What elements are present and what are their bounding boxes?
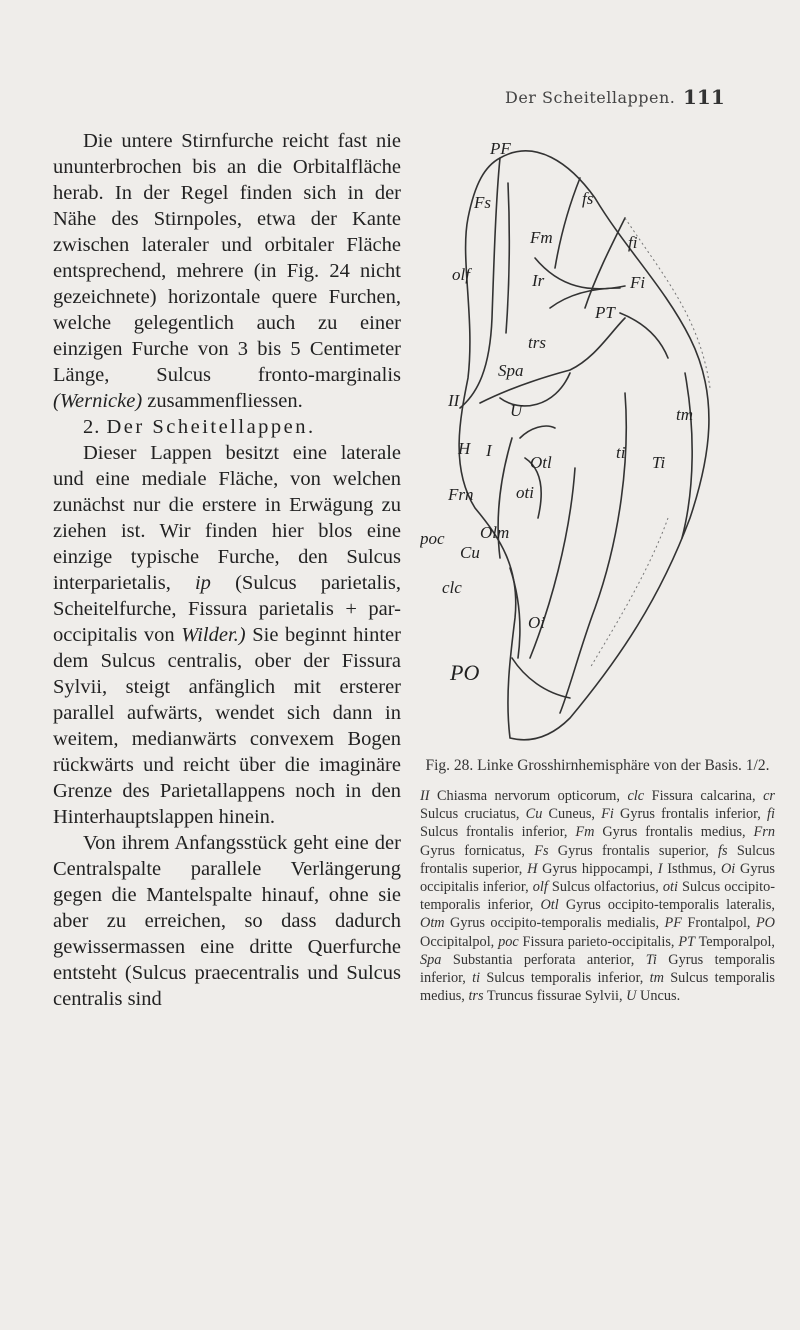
- label-olf: olf: [452, 265, 470, 284]
- paragraph-1-text: Die untere Stirnfurche reicht fast nie ununterbrochen bis an die Orbitalfläche herab. In der Regel finden sich in der Nähe des Stirnpoles, etwa der Kante zwischen lateraler und orbitaler Fläche entsprechend, mehrere (in Fig. 24 nicht gezeichnete) horizontale quere Furchen, welche gelegentlich auch zu einer einzigen Furche von 3 bis 5 Centimeter Länge, Sulcus fronto-marginalis: [53, 130, 401, 386]
- legend-abbr: PO: [755, 915, 775, 932]
- running-title: Der Scheitellappen.: [505, 88, 676, 107]
- label-Cu: Cu: [460, 543, 480, 562]
- legend-abbr: trs: [468, 988, 484, 1005]
- label-Frn: Frn: [448, 485, 474, 504]
- caption-title: Fig. 28. Linke Grosshirnhemisphäre von der Basis. 1/2.: [425, 757, 770, 774]
- label-H: H: [458, 439, 471, 458]
- legend-text: Substantia perforata anterior,: [441, 951, 646, 968]
- label-PT: PT: [595, 303, 615, 322]
- legend-text: Gyrus temporalis inferior,: [420, 951, 775, 987]
- figure-caption: [420, 757, 775, 1005]
- legend-abbr: ti: [472, 970, 481, 987]
- legend-abbr: I: [657, 860, 663, 877]
- legend-abbr: olf: [532, 879, 548, 896]
- label-Ti: Ti: [652, 453, 666, 472]
- paragraph-2-c: Sie beginnt hinter dem Sulcus centralis, ober der Fissura Sylvii, steigt anfänglich mit ersterer parallel aufwärts, wendet sich dann in weitem, medianwärts convexem Bogen rückwärts und reicht über die imaginäre Grenze des Parietallappens noch in den Hinterhauptslappen hinein.: [53, 624, 401, 828]
- legend-abbr: Spa: [420, 951, 442, 968]
- temporal-pole-curve: [620, 313, 668, 358]
- legend-text: Sulcus frontalis superior,: [420, 842, 775, 877]
- caption-scale: 1/2: [745, 757, 766, 774]
- legend-abbr: oti: [662, 879, 678, 896]
- olfactory-sulcus: [506, 183, 509, 333]
- label-U: U: [510, 401, 523, 420]
- author-wernicke: (Wernicke): [53, 390, 143, 412]
- section-heading: [53, 414, 401, 440]
- label-I: I: [486, 441, 492, 460]
- sulcus-temporalis-medius: [682, 373, 692, 538]
- label-fi: fi: [628, 233, 638, 252]
- legend-abbr: Otl: [540, 897, 559, 914]
- paragraph-2-b: (Sulcus parietalis, Scheitelfurche, Fissura parietalis + par-occipitalis von: [53, 572, 401, 646]
- legend-abbr: cr: [763, 788, 775, 804]
- legend-text: Sulcus temporalis inferior,: [480, 970, 650, 987]
- paragraph-3-text: Von ihrem Anfangsstück geht eine der Centralspalte parallele Verlängerung gegen die Mantelspalte hinauf, ohne sie aber zu erreichen, so dass dadurch gewissermassen eine dritte Querfurche entsteht (Sulcus praecentralis und Sulcus centralis sind: [53, 832, 401, 1010]
- sulcus-frontalis-inferior: [585, 218, 625, 308]
- sulcus-frontalis-superior: [555, 178, 580, 268]
- label-tm: tm: [676, 405, 693, 424]
- label-Otl: Otl: [530, 453, 552, 472]
- legend-text: Gyrus frontalis inferior,: [613, 806, 768, 823]
- legend-abbr: U: [626, 988, 637, 1005]
- legend-text: Sulcus temporalis medius,: [420, 970, 775, 1005]
- label-Ir: Ir: [532, 271, 545, 290]
- legend-text: Sulcus occipito-temporalis inferior,: [420, 879, 776, 914]
- label-oti: oti: [516, 483, 534, 502]
- dotted-lateral-border: [625, 218, 710, 388]
- legend-text: Sulcus olfactorius,: [547, 879, 663, 896]
- label-Fi: Fi: [630, 273, 646, 292]
- body-text-column: [53, 128, 401, 1012]
- legend-abbr: PF: [664, 915, 682, 932]
- legend-abbr: tm: [649, 970, 664, 987]
- caption-title-text: Fig. 28. Linke Grosshirnhemisphäre von der Basis.: [425, 757, 746, 774]
- legend-text: Isthmus,: [662, 860, 721, 877]
- label-Fs: Fs: [474, 193, 491, 212]
- paragraph-1-end: zusammenfliessen.: [142, 390, 303, 412]
- legend-text: Frontalpol,: [681, 915, 756, 932]
- label-ti: ti: [616, 443, 626, 462]
- legend-text: Gyrus frontalis superior,: [548, 842, 719, 859]
- legend-text: Occipitalpol,: [420, 933, 499, 950]
- brain-figure: [420, 138, 800, 758]
- label-fs: fs: [582, 189, 594, 208]
- legend-text: Gyrus occipitalis inferior,: [420, 860, 775, 896]
- running-header: [0, 85, 800, 118]
- paragraph-2-a: Dieser Lappen besitzt eine laterale und eine mediale Fläche, von welchen zunächst nur die erstere in Erwägung zu ziehen ist. Wir finden hier blos eine einzige typische Furche, den Sulcus interparietalis,: [53, 442, 401, 594]
- legend-text: Temporalpol,: [695, 933, 775, 950]
- section-number: 2.: [83, 416, 101, 438]
- legend-abbr: Cu: [525, 806, 543, 823]
- legend-text: Fissura parieto-occipitalis,: [518, 933, 679, 950]
- legend-abbr: Fs: [534, 842, 549, 859]
- legend-text: Gyrus frontalis medius,: [594, 824, 754, 841]
- legend-text: Fissura calcarina,: [644, 788, 764, 804]
- legend-abbr: Otm: [420, 915, 445, 932]
- legend-abbr: H: [527, 860, 538, 877]
- legend-abbr: poc: [498, 933, 519, 950]
- label-II: II: [448, 391, 460, 410]
- sulcus-temporalis-inferior: [560, 393, 626, 713]
- uncus-line: [520, 426, 555, 438]
- legend-abbr: Ti: [645, 951, 657, 968]
- legend-abbr: Oi: [720, 860, 736, 877]
- author-wilder: Wilder.): [181, 624, 246, 646]
- caption-legend: [420, 787, 775, 1005]
- legend-text: Uncus.: [636, 988, 681, 1005]
- label-Spa: Spa: [498, 361, 524, 380]
- legend-text: Gyrus occipito-temporalis medialis,: [444, 915, 665, 932]
- label-PF: PF: [490, 139, 511, 158]
- brain-base-drawing: [420, 138, 800, 758]
- section-title: Der Scheitellappen.: [106, 416, 316, 438]
- legend-abbr: PT: [678, 933, 695, 950]
- legend-abbr: Fi: [601, 806, 614, 823]
- legend-text: Chiasma nervorum opticorum,: [429, 788, 628, 804]
- calcarine-line: [512, 658, 570, 698]
- legend-abbr: Frn: [753, 824, 775, 841]
- legend-text: Truncus fissurae Sylvii,: [483, 988, 627, 1005]
- page-number: 111: [683, 85, 725, 109]
- label-PO: PO: [450, 660, 480, 685]
- label-trs: trs: [528, 333, 546, 352]
- hemisphere-outline: [459, 151, 709, 740]
- legend-text: Gyrus fornicatus,: [420, 842, 535, 859]
- label-clc: clc: [442, 578, 462, 597]
- legend-text: Sulcus cruciatus,: [420, 806, 526, 823]
- legend-abbr: fi: [767, 806, 775, 823]
- legend-text: Sulcus frontalis inferior,: [420, 824, 576, 841]
- legend-abbr: Fm: [575, 824, 595, 841]
- paragraph-3: [53, 830, 401, 1012]
- orbital-sulcus: [535, 258, 625, 289]
- abbr-ip: ip: [194, 572, 211, 594]
- label-Fm: Fm: [530, 228, 553, 247]
- legend-abbr: fs: [718, 842, 728, 859]
- legend-abbr: II: [420, 788, 430, 804]
- label-Olm: Olm: [480, 523, 510, 542]
- paragraph-2: [53, 440, 401, 830]
- label-poc: poc: [420, 529, 445, 548]
- label-Oi: Oi: [528, 613, 545, 632]
- legend-text: Gyrus hippocampi,: [537, 860, 658, 877]
- legend-text: Cuneus,: [542, 806, 602, 823]
- legend-text: Gyrus occipito-temporalis lateralis,: [558, 897, 775, 914]
- legend-abbr: clc: [627, 788, 645, 804]
- paragraph-1: [53, 128, 401, 414]
